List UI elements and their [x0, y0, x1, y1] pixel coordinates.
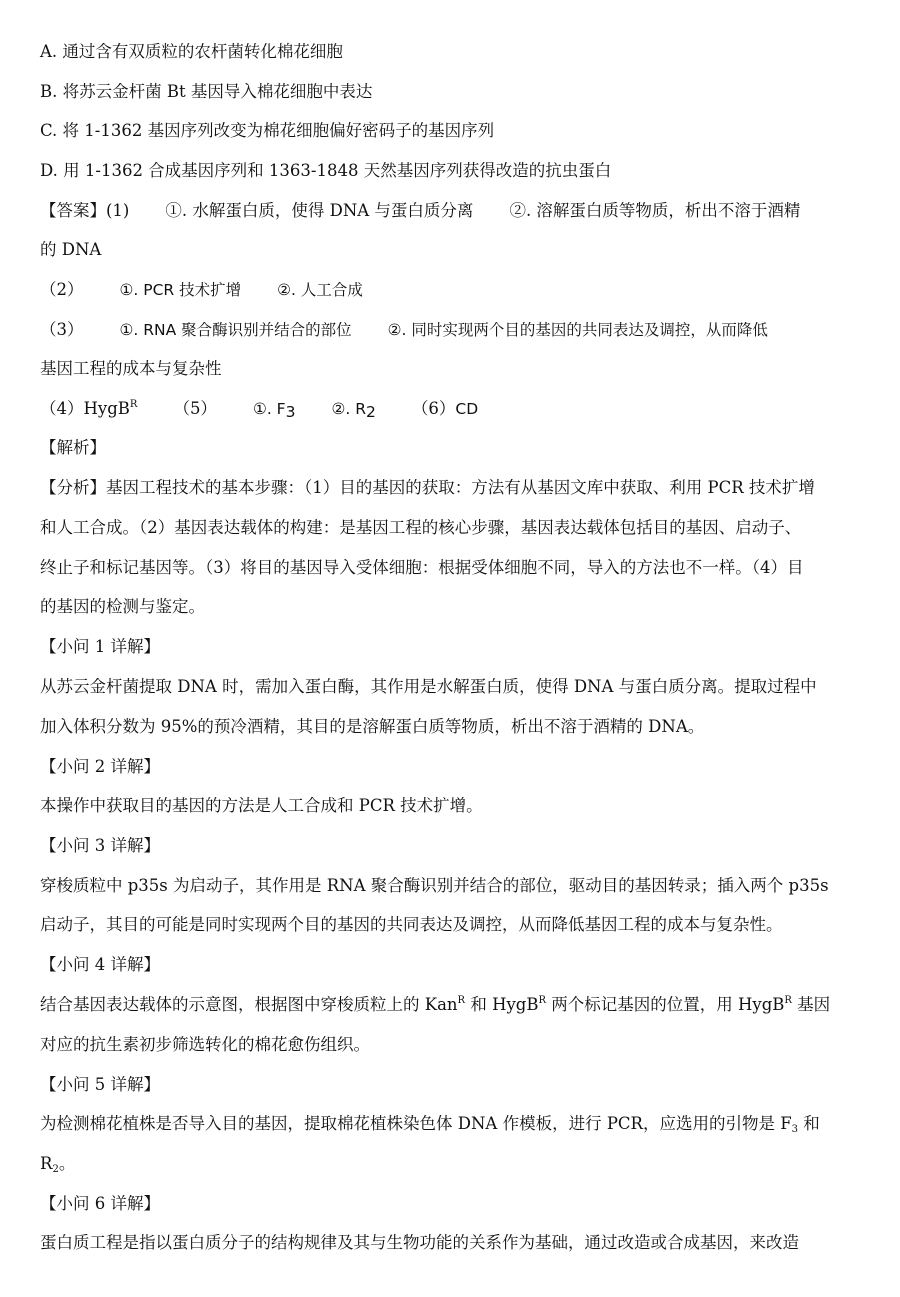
analysis-summary-2: 和人工合成。（2）基因表达载体的构建：是基因工程的核心步骤，基因表达载体包括目的基因、启动子、 — [40, 518, 802, 537]
section-5-line-2 — [40, 1152, 864, 1176]
section-4-title: 【小问 4 详解】 — [40, 955, 160, 974]
answer-q3-number: （3） — [40, 320, 84, 339]
section-1-title: 【小问 1 详解】 — [40, 637, 160, 656]
answer-q5-part2-sub: 2 — [366, 403, 376, 421]
option-c: C. 将 1-1362 基因序列改变为棉花细胞偏好密码子的基因序列 — [40, 121, 495, 140]
analysis-summary-1: 【分析】基因工程技术的基本步骤：（1）目的基因的获取：方法有从基因文库中获取、利用 PCR 技术扩增 — [40, 478, 815, 497]
section-3-line-1: 穿梭质粒中 p35s 为启动子，其作用是 RNA 聚合酶识别并结合的部位，驱动目的基因转录；插入两个 p35s — [40, 876, 829, 895]
answer-q2-part1: ①. PCR 技术扩增 — [119, 281, 242, 299]
answer-q1-part1: ①. 水解蛋白质，使得 DNA 与蛋白质分离 — [165, 201, 474, 220]
section-6-title: 【小问 6 详解】 — [40, 1194, 160, 1213]
option-b: B. 将苏云金杆菌 Bt 基因导入棉花细胞中表达 — [40, 82, 373, 101]
section-5-line-1-b: 和 — [798, 1114, 820, 1133]
answer-q1-number: (1) — [106, 201, 130, 220]
answer-label: 【答案】 — [40, 201, 106, 220]
section-5-line-1 — [40, 1112, 864, 1136]
answer-q3-part2: ②. 同时实现两个目的基因的共同表达及调控，从而降低 — [387, 321, 768, 339]
answer-q3-part1: ①. RNA 聚合酶识别并结合的部位 — [119, 321, 352, 339]
answer-q2-number: （2） — [40, 280, 84, 299]
section-5-sub-2: 2 — [52, 1164, 59, 1175]
answer-q5-number: （5） — [173, 399, 217, 418]
section-4-line-1-c: 两个标记基因的位置，用 HygB — [546, 995, 785, 1014]
answer-line-3 — [40, 318, 864, 342]
option-a: A. 通过含有双质粒的农杆菌转化棉花细胞 — [40, 42, 343, 61]
answer-q1-part2: ②. 溶解蛋白质等物质，析出不溶于酒精 — [509, 201, 801, 220]
section-4-line-1-a: 结合基因表达载体的示意图，根据图中穿梭质粒上的 Kan — [40, 995, 458, 1014]
answer-q5-part2: ②. R — [331, 400, 367, 418]
section-4-sup-1: R — [457, 995, 466, 1006]
section-5-sub-1: 3 — [791, 1124, 799, 1135]
section-1-line-2: 加入体积分数为 95%的预冷酒精，其目的是溶解蛋白质等物质，析出不溶于酒精的 DNA。 — [40, 717, 705, 736]
section-4-line-1 — [40, 993, 864, 1017]
section-2-title: 【小问 2 详解】 — [40, 757, 160, 776]
section-5-line-2-b: 。 — [58, 1154, 76, 1173]
answer-line-3-cont: 基因工程的成本与复杂性 — [40, 359, 222, 378]
analysis-label: 【解析】 — [40, 438, 106, 457]
answer-q4-number: （4） — [40, 399, 84, 418]
section-3-title: 【小问 3 详解】 — [40, 836, 160, 855]
section-1-line-1: 从苏云金杆菌提取 DNA 时，需加入蛋白酶，其作用是水解蛋白质，使得 DNA 与蛋白质分离。提取过程中 — [40, 677, 817, 696]
section-4-sup-2: R — [538, 995, 546, 1006]
option-d: D. 用 1-1362 合成基因序列和 1363-1848 天然基因序列获得改造的抗虫蛋白 — [40, 161, 612, 180]
analysis-summary-3: 终止子和标记基因等。（3）将目的基因导入受体细胞：根据受体细胞不同，导入的方法也不一样。（4）目 — [40, 558, 804, 577]
answer-q4-base: HygB — [83, 399, 130, 418]
section-4-line-1-d: 基因 — [791, 995, 831, 1014]
answer-line-2 — [40, 278, 864, 302]
answer-q6-number: （6） — [411, 399, 456, 418]
section-6-line-1: 蛋白质工程是指以蛋白质分子的结构规律及其与生物功能的关系作为基础，通过改造或合成基因，来改造 — [40, 1233, 799, 1252]
section-4-line-2: 对应的抗生素初步筛选转化的棉花愈伤组织。 — [40, 1035, 370, 1054]
answer-line-1 — [40, 199, 864, 223]
section-3-line-2: 启动子，其目的可能是同时实现两个目的基因的共同表达及调控，从而降低基因工程的成本与复杂性。 — [40, 915, 783, 934]
section-5-title: 【小问 5 详解】 — [40, 1075, 160, 1094]
answer-q2-part2: ②. 人工合成 — [277, 281, 363, 299]
answer-line-1-cont: 的 DNA — [40, 240, 102, 259]
section-4-line-1-b: 和 HygB — [465, 995, 539, 1014]
answer-q5-part1-sub: 3 — [285, 403, 296, 421]
answer-q6-value: CD — [455, 400, 479, 418]
section-5-line-2-a: R — [40, 1154, 53, 1173]
section-4-sup-3: R — [784, 995, 792, 1006]
section-2-line-1: 本操作中获取目的基因的方法是人工合成和 PCR 技术扩增。 — [40, 796, 483, 815]
answer-line-4 — [40, 397, 864, 421]
answer-q4-sup: R — [129, 399, 138, 410]
answer-q5-part1: ①. F — [252, 400, 286, 418]
section-5-line-1-a: 为检测棉花植株是否导入目的基因，提取棉花植株染色体 DNA 作模板，进行 PCR，应选用的引物是 F — [40, 1114, 792, 1133]
analysis-summary-4: 的基因的检测与鉴定。 — [40, 597, 205, 616]
